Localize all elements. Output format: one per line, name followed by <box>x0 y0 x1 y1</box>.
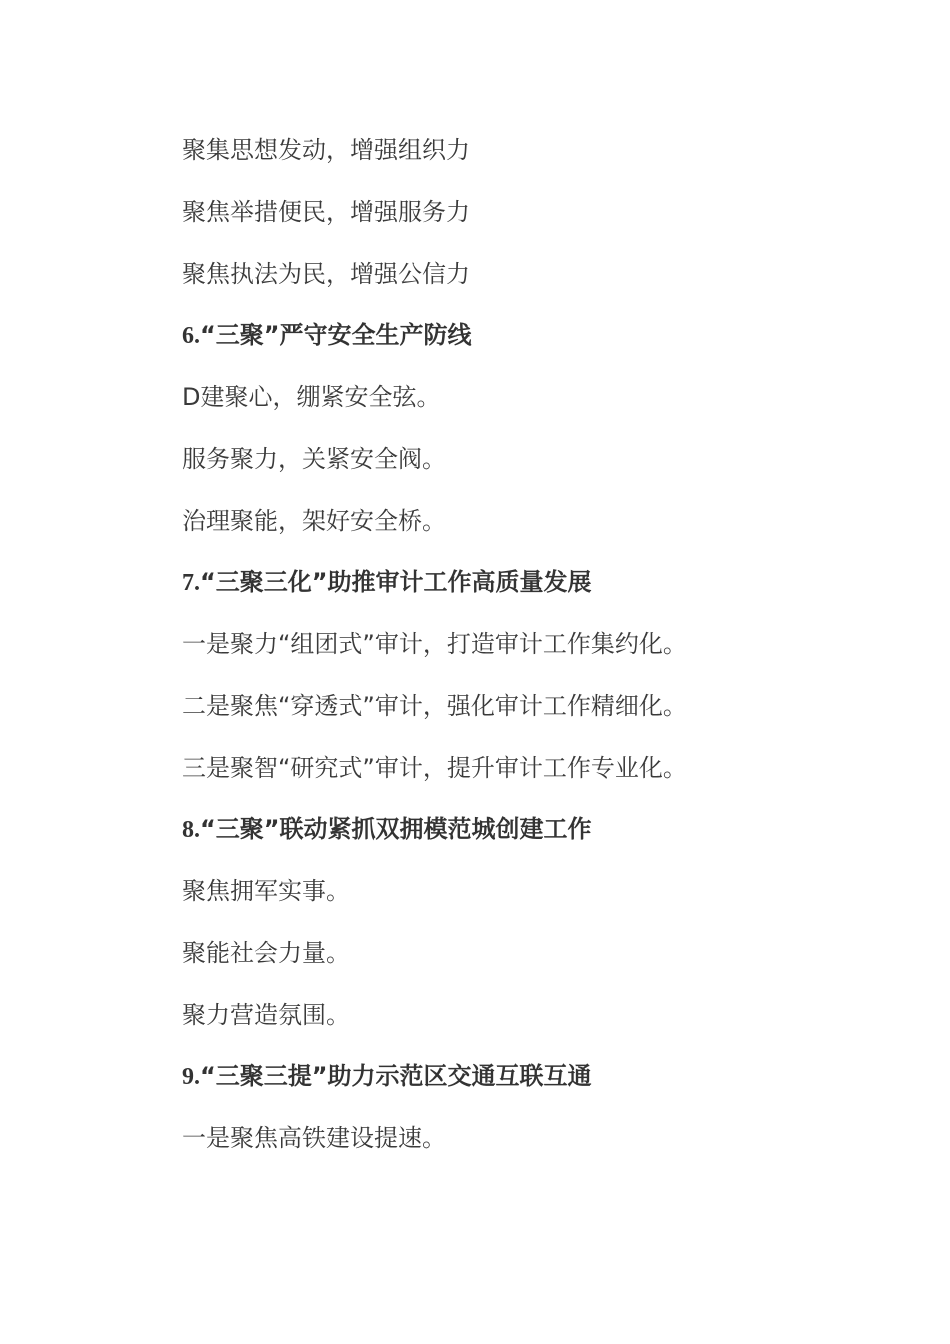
section-title: “三聚三提”助力示范区交通互联互通 <box>200 1062 592 1090</box>
section-title: “三聚”严守安全生产防线 <box>200 321 472 349</box>
body-line-4: D建聚心，绷紧安全弦。 <box>182 383 441 411</box>
body-line-9: 三是聚智“研究式”审计，提升审计工作专业化。 <box>182 754 687 782</box>
section-number: 6. <box>182 323 200 349</box>
body-line-8: 二是聚焦“穿透式”审计，强化审计工作精细化。 <box>182 692 687 720</box>
section-number: 9. <box>182 1064 200 1090</box>
section-heading-7 <box>182 567 592 598</box>
section-title: “三聚三化”助推审计工作高质量发展 <box>200 568 592 596</box>
section-heading-6 <box>182 320 472 351</box>
body-line-11: 聚能社会力量。 <box>182 939 350 967</box>
body-line-2: 聚焦举措便民，增强服务力 <box>182 198 470 226</box>
body-line-3: 聚焦执法为民，增强公信力 <box>182 260 470 288</box>
body-line-12: 聚力营造氛围。 <box>182 1001 350 1029</box>
body-line-6: 治理聚能，架好安全桥。 <box>182 507 446 535</box>
body-line-13: 一是聚焦高铁建设提速。 <box>182 1124 446 1152</box>
section-number: 8. <box>182 817 200 843</box>
section-heading-9 <box>182 1061 592 1092</box>
body-line-10: 聚焦拥军实事。 <box>182 877 350 905</box>
body-line-5: 服务聚力，关紧安全阀。 <box>182 445 446 473</box>
section-title: “三聚”联动紧抓双拥模范城创建工作 <box>200 815 592 843</box>
section-number: 7. <box>182 570 200 596</box>
body-line-7: 一是聚力“组团式”审计，打造审计工作集约化。 <box>182 630 687 658</box>
body-line-1: 聚集思想发动，增强组织力 <box>182 136 470 164</box>
section-heading-8 <box>182 814 592 845</box>
